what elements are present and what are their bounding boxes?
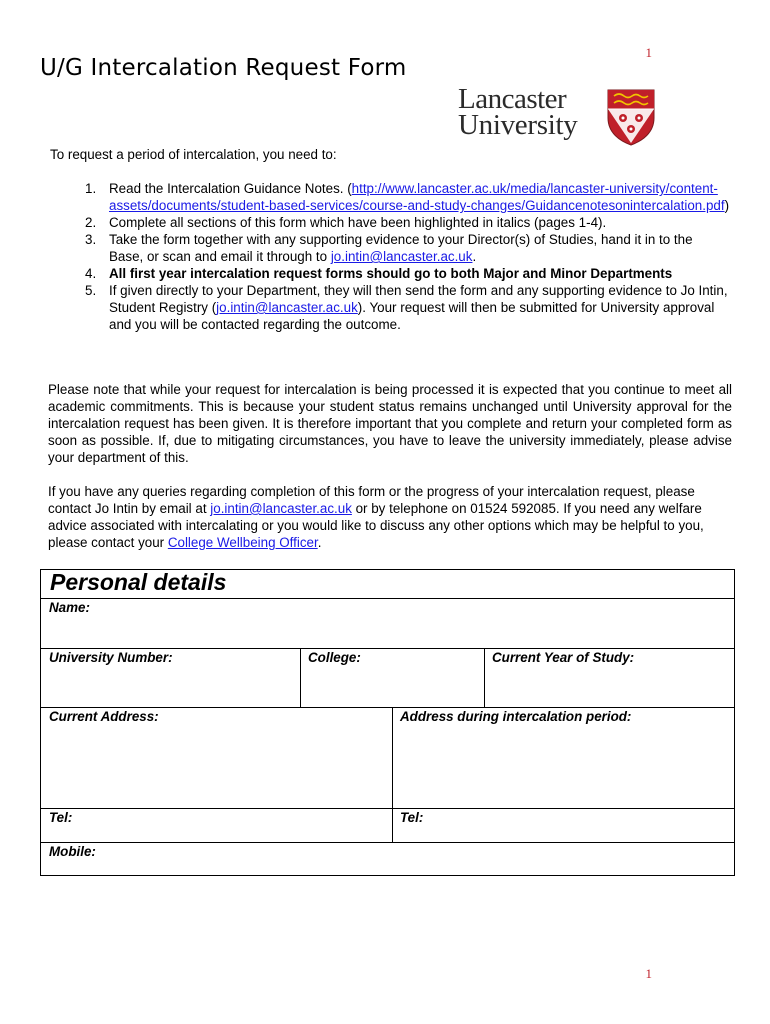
- list-item-number: 2.: [85, 215, 97, 230]
- mobile-field[interactable]: [41, 842, 734, 875]
- lancaster-crest-icon: [606, 88, 656, 146]
- page-number-top: 1: [645, 45, 652, 60]
- list-item: [80, 231, 730, 265]
- university-number-field[interactable]: [41, 648, 300, 707]
- list-item-text: ): [724, 198, 730, 213]
- name-label: Name:: [49, 600, 90, 615]
- guidance-notes-link[interactable]: http://www.lancaster.ac.uk/media/lancaster-university/content-assets/documents/student-based-services/course-and-study-changes/Guidancenotesonintercalation.pdf: [109, 181, 725, 213]
- university-number-label: University Number:: [49, 650, 173, 665]
- list-item-text: If given directly to your Department, they will then send the form and any supporting evidence to Jo Intin, Student Registry (: [109, 283, 728, 315]
- logo-line-2: University: [458, 109, 578, 141]
- intercalation-address-label: Address during intercalation period:: [400, 709, 632, 724]
- page-number-bottom: 1: [645, 966, 652, 981]
- personal-details-form: [40, 569, 735, 876]
- logo-line-1: Lancaster: [458, 83, 567, 115]
- intercalation-address-field[interactable]: [392, 707, 734, 808]
- list-item: [80, 265, 730, 282]
- list-item: [80, 180, 730, 214]
- email-link[interactable]: jo.intin@lancaster.ac.uk: [210, 501, 352, 516]
- list-item-text: ). Your request will then be submitted for University approval and you will be contacted regarding the outcome.: [109, 300, 715, 332]
- list-item: [80, 214, 730, 231]
- contact-paragraph: [48, 483, 732, 551]
- page-title: U/G Intercalation Request Form: [40, 55, 407, 81]
- paragraph-text: or by telephone on 01524 592085. If you need any welfare advice associated with intercalating or you would like to discuss any other options which may be helpful to you, please contact your: [48, 501, 704, 550]
- list-item: [80, 282, 730, 333]
- logo-wordmark: [458, 83, 578, 141]
- list-item-number: 4.: [85, 266, 97, 281]
- list-item-text: .: [472, 249, 477, 264]
- name-field[interactable]: [41, 598, 734, 648]
- tel-label: Tel:: [49, 810, 73, 825]
- intro-text: To request a period of intercalation, you need to:: [50, 147, 337, 162]
- email-link[interactable]: jo.intin@lancaster.ac.uk: [216, 300, 358, 315]
- tel-field-current[interactable]: [41, 808, 392, 842]
- section-title: Personal details: [50, 569, 227, 595]
- paragraph-text: .: [317, 535, 322, 550]
- university-logo: [458, 83, 658, 146]
- list-item-number: 3.: [85, 232, 97, 247]
- mobile-label: Mobile:: [49, 844, 96, 859]
- list-item-number: 5.: [85, 283, 97, 298]
- college-field[interactable]: [300, 648, 484, 707]
- list-item-number: 1.: [85, 181, 97, 196]
- tel-field-intercalation[interactable]: [392, 808, 734, 842]
- college-label: College:: [308, 650, 361, 665]
- current-year-label: Current Year of Study:: [492, 650, 635, 665]
- instructions-list: [80, 180, 730, 333]
- tel-label: Tel:: [400, 810, 424, 825]
- college-wellbeing-link[interactable]: College Wellbeing Officer: [167, 535, 318, 550]
- email-link[interactable]: jo.intin@lancaster.ac.uk: [330, 249, 473, 264]
- note-paragraph: Please note that while your request for intercalation is being processed it is expected that you continue to meet all academic commitments. This is because your student status remains unchanged until University approval for the intercalation request has been given. It is therefore important that you complete and return your completed form as soon as possible. If, due to mitigating circumstances, you have to leave the university immediately, please advise your department of this.: [48, 382, 732, 465]
- list-item-text: Complete all sections of this form which have been highlighted in italics (pages 1-4).: [109, 215, 607, 230]
- current-address-label: Current Address:: [49, 709, 159, 724]
- current-address-field[interactable]: [41, 707, 392, 808]
- paragraph-text: If you have any queries regarding completion of this form or the progress of your intercalation request, please contact Jo Intin by email at: [48, 484, 695, 516]
- list-item-text: Read the Intercalation Guidance Notes. (: [109, 181, 352, 196]
- current-year-field[interactable]: [484, 648, 734, 707]
- list-item-text: All first year intercalation request forms should go to both Major and Minor Departments: [109, 266, 673, 281]
- list-item-text: Take the form together with any supporting evidence to your Director(s) of Studies, hand it in to the Base, or scan and email it through to: [109, 232, 693, 264]
